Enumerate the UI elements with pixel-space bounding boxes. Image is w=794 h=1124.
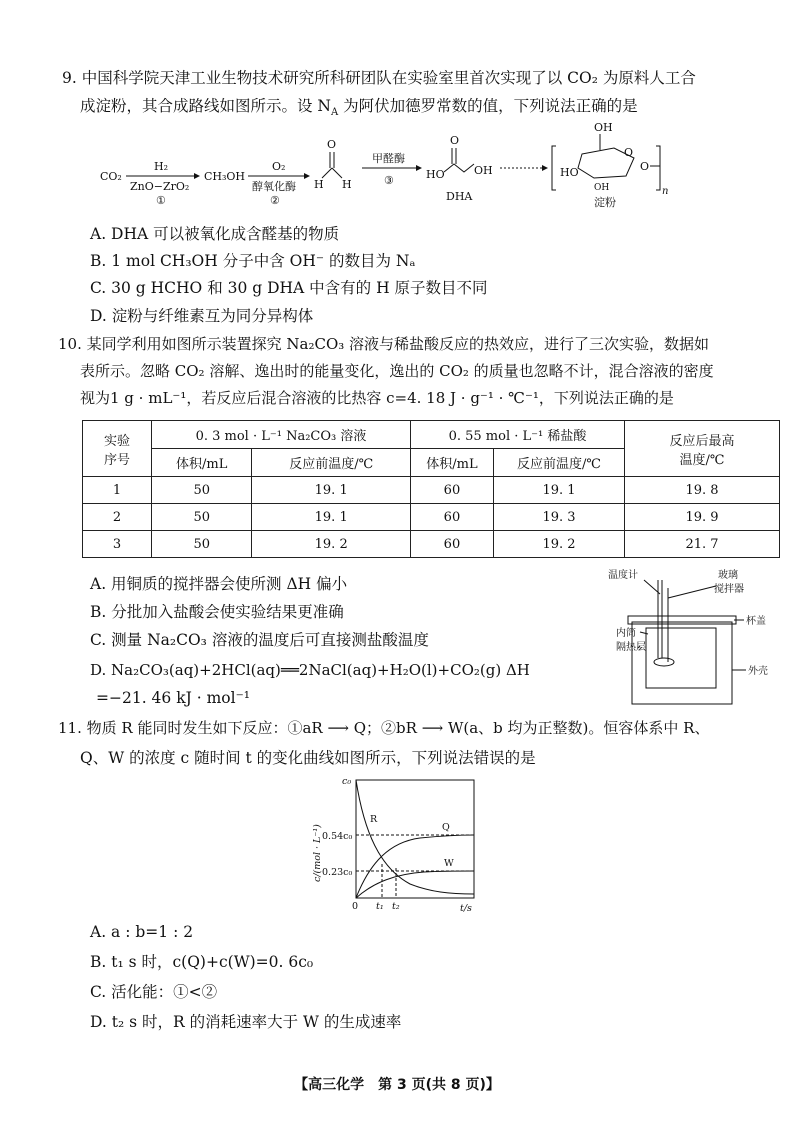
calorimeter-diagram bbox=[588, 566, 788, 708]
table-cell: 50 bbox=[152, 531, 252, 558]
th-vol1: 体积/mL bbox=[152, 449, 252, 477]
q10-stem-line1: 10. 某同学利用如图所示装置探究 Na₂CO₃ 溶液与稀盐酸反应的热效应，进行了三次实验，数据如 bbox=[58, 335, 710, 353]
starch-oh-bottom: OH bbox=[594, 183, 610, 193]
label-c0: c₀ bbox=[342, 776, 352, 787]
scheme-step3-top: 甲醛酶 bbox=[372, 152, 405, 165]
q11-option-b: B. t₁ s 时，c(Q)+c(W)=0. 6c₀ bbox=[90, 953, 314, 971]
dha-o: O bbox=[450, 134, 460, 147]
inner-cup-shape bbox=[646, 628, 716, 688]
label-054: 0.54c₀ bbox=[322, 831, 353, 842]
table-cell: 21. 7 bbox=[625, 531, 780, 558]
curve-label-Q: Q bbox=[442, 822, 450, 833]
th-max-1: 反应后最高 bbox=[669, 433, 735, 449]
table-cell: 3 bbox=[83, 531, 152, 558]
concentration-graph bbox=[300, 772, 490, 912]
table-cell: 19. 8 bbox=[625, 477, 780, 504]
th-vol2: 体积/mL bbox=[410, 449, 493, 477]
scheme-arrowhead-3 bbox=[416, 165, 422, 171]
scheme-ch3oh: CH₃OH bbox=[204, 170, 246, 183]
label-origin: 0 bbox=[352, 901, 359, 912]
label-insulation: 隔热层 bbox=[616, 642, 646, 653]
graph-ylabel: c/(mol · L⁻¹) bbox=[312, 824, 323, 882]
label-023: 0.23c₀ bbox=[322, 867, 353, 878]
leader-glass bbox=[668, 586, 716, 598]
starch-label: 淀粉 bbox=[594, 196, 616, 209]
dha-oh: OH bbox=[474, 164, 493, 177]
table-cell: 19. 2 bbox=[252, 531, 411, 558]
scheme-step1-bottom: ZnO−ZrO₂ bbox=[130, 180, 190, 193]
label-glass-1: 玻璃 bbox=[718, 570, 738, 581]
q10-option-d: D. Na₂CO₃(aq)+2HCl(aq)══2NaCl(aq)+H₂O(l)+CO₂(g) ΔH bbox=[90, 661, 530, 679]
th-na2co3: 0. 3 mol · L⁻¹ Na₂CO₃ 溶液 bbox=[152, 421, 411, 449]
curve-label-R: R bbox=[370, 814, 378, 825]
th-exp-2: 序号 bbox=[103, 452, 130, 468]
curve-W bbox=[356, 871, 474, 898]
th-t2: 反应前温度/℃ bbox=[493, 449, 624, 477]
table-cell: 1 bbox=[83, 477, 152, 504]
starch-oh-top: OH bbox=[594, 121, 613, 134]
dha-chain bbox=[444, 164, 474, 172]
hcho-o: O bbox=[327, 138, 337, 151]
table-cell: 19. 1 bbox=[493, 477, 624, 504]
table-row bbox=[83, 531, 780, 558]
q10-data-table bbox=[82, 420, 780, 558]
scheme-step2-top: O₂ bbox=[272, 160, 286, 173]
q10-option-b: B. 分批加入盐酸会使实验结果更准确 bbox=[90, 603, 344, 621]
dha-label: DHA bbox=[446, 190, 473, 203]
scheme-arrowhead-1 bbox=[194, 173, 200, 179]
table-cell: 19. 9 bbox=[625, 504, 780, 531]
label-thermometer: 温度计 bbox=[608, 570, 638, 581]
th-hcl: 0. 55 mol · L⁻¹ 稀盐酸 bbox=[410, 421, 624, 449]
graph-xlabel: t/s bbox=[460, 903, 472, 912]
th-max bbox=[625, 421, 780, 477]
scheme-step3-num: ③ bbox=[384, 174, 394, 187]
scheme-step1-num: ① bbox=[156, 194, 166, 207]
q9-option-c: C. 30 g HCHO 和 30 g DHA 中含有的 H 原子数目不同 bbox=[90, 279, 488, 297]
hcho-bond-h1 bbox=[322, 168, 332, 178]
q10-stem-line3: 视为1 g · mL⁻¹，若反应后混合溶液的比热容 c=4. 18 J · g⁻¹ · ℃⁻¹，下列说法正确的是 bbox=[80, 389, 674, 407]
label-glass-2: 搅拌器 bbox=[714, 584, 744, 595]
scheme-arrowhead-2 bbox=[304, 173, 310, 179]
th-exp-1: 实验 bbox=[103, 433, 130, 449]
q11-option-c: C. 活化能：①<② bbox=[90, 983, 218, 1001]
table-cell: 60 bbox=[410, 531, 493, 558]
table-cell: 60 bbox=[410, 504, 493, 531]
q9-option-a: A. DHA 可以被氧化成含醛基的物质 bbox=[90, 225, 340, 243]
dha-ho: HO bbox=[426, 168, 445, 181]
q9-stem-line2-sub: A bbox=[331, 107, 339, 119]
outer-shell-shape bbox=[632, 622, 732, 704]
q10-option-c: C. 测量 Na₂CO₃ 溶液的温度后可直接测盐酸温度 bbox=[90, 631, 429, 649]
starch-bracket-right bbox=[656, 146, 660, 190]
curve-label-W: W bbox=[444, 858, 454, 869]
table-row bbox=[83, 477, 780, 504]
table-row bbox=[83, 504, 780, 531]
scheme-arrowhead-dashed bbox=[542, 165, 548, 171]
q11-stem-line2: Q、W 的浓度 c 随时间 t 的变化曲线如图所示，下列说法错误的是 bbox=[80, 749, 536, 767]
q10-option-d-cont: =−21. 46 kJ · mol⁻¹ bbox=[96, 689, 250, 707]
q9-option-d: D. 淀粉与纤维素互为同分异构体 bbox=[90, 307, 314, 325]
starch-bracket-left bbox=[552, 146, 556, 190]
table-cell: 19. 1 bbox=[252, 477, 411, 504]
q9-option-b: B. 1 mol CH₃OH 分子中含 OH⁻ 的数目为 Nₐ bbox=[90, 252, 416, 270]
scheme-step2-num: ② bbox=[270, 194, 280, 207]
scheme-step1-top: H₂ bbox=[154, 160, 169, 173]
scheme-step2-bottom: 醇氧化酶 bbox=[252, 180, 296, 193]
q10-option-a: A. 用铜质的搅拌器会使所测 ΔH 偏小 bbox=[90, 575, 348, 593]
q9-stem-line2-a: 成淀粉，其合成路线如图所示。设 N bbox=[80, 97, 331, 115]
table-cell: 60 bbox=[410, 477, 493, 504]
leader-inner bbox=[640, 632, 648, 634]
synthesis-scheme bbox=[90, 118, 690, 210]
table-cell: 19. 2 bbox=[493, 531, 624, 558]
table-cell: 19. 1 bbox=[252, 504, 411, 531]
q11-option-d: D. t₂ s 时，R 的消耗速率大于 W 的生成速率 bbox=[90, 1013, 402, 1031]
label-inner: 内筒 bbox=[616, 628, 636, 639]
table-cell: 2 bbox=[83, 504, 152, 531]
th-exp bbox=[83, 421, 152, 477]
q11-stem-line1: 11. 物质 R 能同时发生如下反应：①aR ⟶ Q；②bR ⟶ W(a、b 均为正整数)。恒容体系中 R、 bbox=[58, 719, 710, 737]
label-t2: t₂ bbox=[392, 901, 400, 912]
label-lid: 杯盖 bbox=[746, 616, 766, 627]
table-cell: 50 bbox=[152, 477, 252, 504]
scheme-co2: CO₂ bbox=[100, 170, 122, 183]
hcho-h-right: H bbox=[342, 178, 352, 191]
page-footer: 【高三化学 第 3 页(共 8 页)】 bbox=[294, 1077, 500, 1093]
hcho-h-left: H bbox=[314, 178, 324, 191]
starch-o2: O bbox=[640, 160, 650, 173]
q10-stem-line2: 表所示。忽略 CO₂ 溶解、逸出时的能量变化，逸出的 CO₂ 的质量也忽略不计，混合溶液的密度 bbox=[80, 362, 714, 380]
label-t1: t₁ bbox=[376, 901, 384, 912]
label-shell: 外壳 bbox=[748, 666, 768, 677]
stirrer-ring bbox=[654, 658, 674, 666]
table-cell: 19. 3 bbox=[493, 504, 624, 531]
q11-option-a: A. a : b=1 : 2 bbox=[90, 923, 194, 941]
q9-stem-line2-b: 为阿伏加德罗常数的值，下列说法正确的是 bbox=[338, 97, 638, 115]
th-t1: 反应前温度/℃ bbox=[252, 449, 411, 477]
starch-n: n bbox=[662, 186, 669, 197]
th-max-2: 温度/℃ bbox=[679, 452, 725, 468]
starch-o1: O bbox=[624, 146, 634, 159]
starch-ho: HO bbox=[560, 166, 579, 179]
q9-stem-line1: 9. 中国科学院天津工业生物技术研究所科研团队在实验室里首次实现了以 CO₂ 为原料人工合 bbox=[62, 69, 696, 87]
hcho-bond-h2 bbox=[332, 168, 342, 178]
lid-shape bbox=[628, 616, 736, 624]
table-cell: 50 bbox=[152, 504, 252, 531]
curve-R bbox=[356, 780, 474, 894]
